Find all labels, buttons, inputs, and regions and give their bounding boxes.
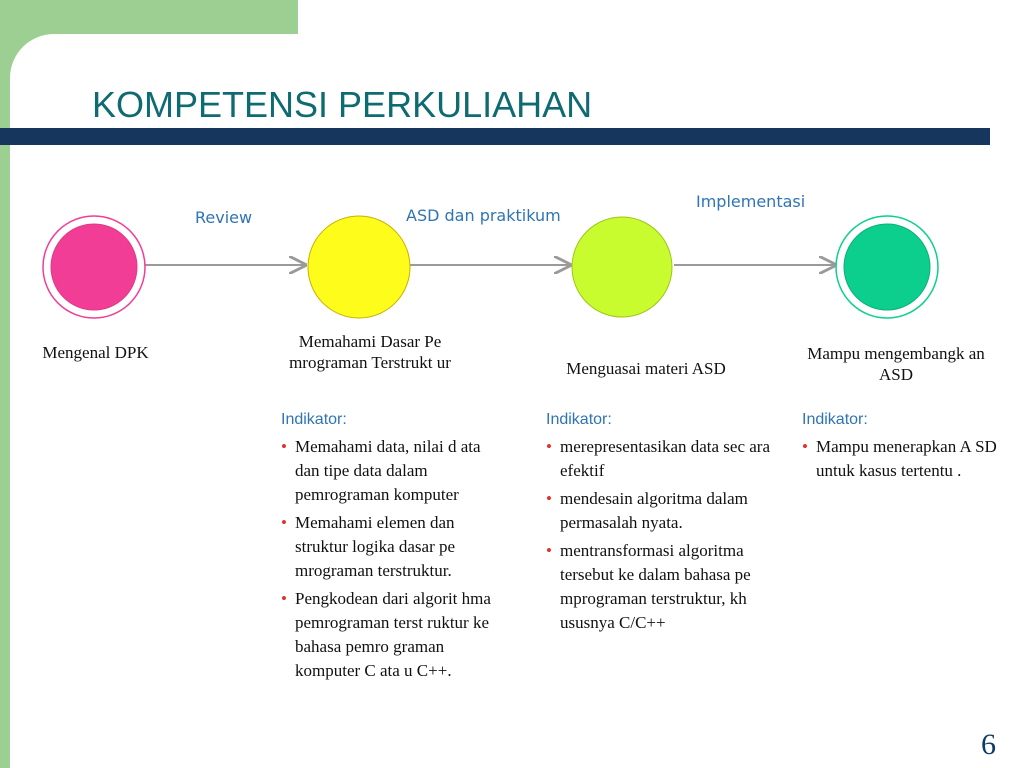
stage-label-review: Review: [195, 208, 253, 227]
slide-title: KOMPETENSI PERKULIAHAN: [92, 84, 593, 125]
indicator-list: [281, 435, 491, 683]
node-circle-1: [51, 224, 137, 310]
indicator-item: • Mampu menerapkan A SD untuk kasus tertentu .: [802, 435, 1012, 483]
indicator-item: • mentransformasi algoritma tersebut ke dalam bahasa pe mprograman terstruktur, kh ususnya C/C++: [546, 539, 791, 635]
indicator-heading: Indikator:: [546, 411, 612, 428]
node-caption-3: Menguasai materi ASD: [566, 359, 726, 378]
indicator-block-2: [546, 411, 791, 639]
stage-label-implementasi: Implementasi: [696, 192, 806, 211]
indicator-heading: Indikator:: [281, 411, 347, 428]
indicator-item: • merepresentasikan data sec ara efektif: [546, 435, 791, 483]
node-caption-1: Mengenal DPK: [42, 343, 149, 362]
indicator-block-3: [802, 411, 1012, 487]
node-circle-4: [844, 224, 930, 310]
node-caption-4: Mampu mengembangk an ASD: [807, 344, 985, 384]
node-circle-3: [572, 217, 672, 317]
page-number: 6: [981, 728, 996, 761]
node-caption-2: Memahami Dasar Pe mrograman Terstrukt ur: [289, 332, 451, 372]
indicator-list: [802, 435, 1012, 483]
node-circle-2: [308, 216, 410, 318]
indicator-heading: Indikator:: [802, 411, 868, 428]
indicator-list: [546, 435, 791, 635]
stage-label-asd: ASD dan praktikum: [406, 206, 561, 225]
indicator-item: • Memahami data, nilai d ata dan tipe data dalam pemrograman komputer: [281, 435, 491, 507]
indicator-item: • mendesain algoritma dalam permasalah nyata.: [546, 487, 791, 535]
indicator-item: • Memahami elemen dan struktur logika dasar pe mrograman terstruktur.: [281, 511, 491, 583]
indicator-block-1: [281, 411, 491, 687]
indicator-item: • Pengkodean dari algorit hma pemrograman terst ruktur ke bahasa pemro graman komputer C ata u C++.: [281, 587, 491, 683]
